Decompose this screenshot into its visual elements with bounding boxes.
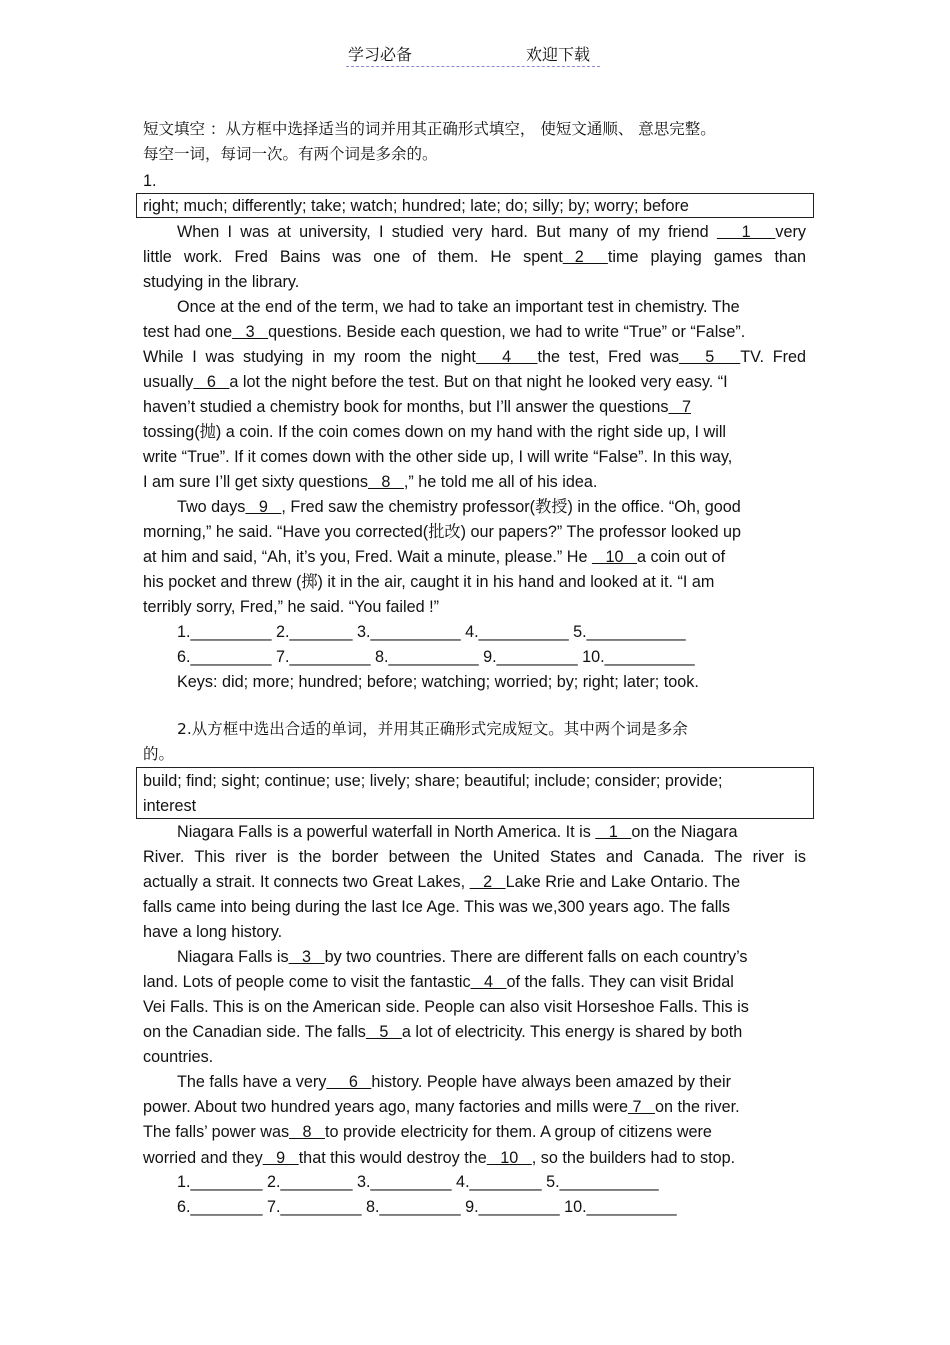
- blank: 4: [475, 348, 538, 366]
- s2-word-list-1: build; find; sight; continue; use; lively; share; beautiful; include; consider; provide;: [143, 772, 723, 790]
- s2-line: The falls have a very 6 history. People have always been amazed by their: [177, 1073, 731, 1091]
- s2-line: actually a strait. It connects two Great Lakes, 2 Lake Rrie and Lake Ontario. The: [143, 873, 741, 891]
- blank: 5: [678, 348, 741, 366]
- s1-line: I am sure I’ll get sixty questions 8 ,” he told me all of his idea.: [143, 473, 598, 491]
- s2-line: worried and they 9 that this would destroy the 10 , so the builders had to stop.: [143, 1149, 736, 1167]
- blank: 8: [289, 1123, 326, 1141]
- s1-line: write “True”. If it comes down with the other side up, I will write “False”. In this way,: [143, 448, 733, 466]
- s2-instruction-1: 2.从方框中选出合适的单词，并用其正确形式完成短文。其中两个词是多余: [177, 720, 688, 738]
- page-header: [346, 42, 600, 67]
- s1-line: usually 6 a lot the night before the test. But on that night he looked very easy. “I: [143, 373, 728, 391]
- s1-line: While I was studying in my room the night 4 the test, Fred was 5 TV. Fred: [143, 348, 806, 366]
- s2-line: Niagara Falls is a powerful waterfall in North America. It is 1 on the Niagara: [177, 823, 738, 841]
- s2-word-box: [136, 767, 814, 819]
- s1-instruction-2: 每空一词，每词一次。有两个词是多余的。: [143, 145, 438, 163]
- blank: 3: [288, 948, 325, 966]
- s1-line: terribly sorry, Fred,” he said. “You failed !”: [143, 598, 439, 616]
- s2-line: River. This river is the border between the United States and Canada. The river is: [143, 848, 806, 866]
- s1-line: When I was at university, I studied very hard. But many of my friend 1 very: [177, 223, 807, 241]
- s2-answer-row-2: 6.________ 7._________ 8._________ 9._________ 10.__________: [177, 1198, 677, 1216]
- s1-instruction-1: 短文填空 ：从方框中选择适当的词并用其正确形式填空， 使短文通顺、 意思完整。: [143, 120, 716, 138]
- s1-keys: Keys: did; more; hundred; before; watching; worried; by; right; later; took.: [177, 673, 699, 691]
- blank: 7: [627, 1098, 655, 1116]
- s2-line: countries.: [143, 1048, 214, 1066]
- s1-line: tossing(抛) a coin. If the coin comes down on my hand with the right side up, I will: [143, 423, 727, 441]
- s1-answer-row-2: 6._________ 7._________ 8.__________ 9._________ 10.__________: [177, 648, 695, 666]
- blank: 4: [470, 973, 507, 991]
- header-right: 欢迎下载: [526, 45, 591, 64]
- blank: 6: [326, 1073, 372, 1091]
- blank: 10: [486, 1149, 532, 1167]
- blank: 2: [562, 248, 608, 266]
- blank: 10: [591, 548, 637, 566]
- s2-instruction-2: 的。: [143, 745, 175, 763]
- blank: 3: [232, 323, 269, 341]
- blank: 7: [668, 398, 691, 416]
- s2-line: have a long history.: [143, 923, 283, 941]
- s1-line: studying in the library.: [143, 273, 300, 291]
- blank: 2: [469, 873, 506, 891]
- s2-line: Vei Falls. This is on the American side. People can also visit Horseshoe Falls. This is: [143, 998, 749, 1016]
- s2-line: on the Canadian side. The falls 5 a lot of electricity. This energy is shared by both: [143, 1023, 743, 1041]
- s1-line: Two days 9 , Fred saw the chemistry professor(教授) in the office. “Oh, good: [177, 498, 741, 516]
- s1-line: test had one 3 questions. Beside each question, we had to write “True” or “False”.: [143, 323, 746, 341]
- s2-line: falls came into being during the last Ice Age. This was we,300 years ago. The falls: [143, 898, 730, 916]
- blank: 5: [365, 1023, 402, 1041]
- s2-line: power. About two hundred years ago, many factories and mills were 7 on the river.: [143, 1098, 740, 1116]
- blank: 9: [262, 1149, 299, 1167]
- s1-word-box: [136, 193, 814, 218]
- s1-line: morning,” he said. “Have you corrected(批改) our papers?” The professor looked up: [143, 523, 742, 541]
- blank: 1: [716, 223, 776, 241]
- blank: 6: [193, 373, 230, 391]
- s1-number: 1.: [143, 172, 157, 190]
- s2-word-list-2: interest: [143, 797, 197, 815]
- s1-line: haven’t studied a chemistry book for months, but I’ll answer the questions 7: [143, 398, 691, 416]
- s2-line: land. Lots of people come to visit the fantastic 4 of the falls. They can visit Bridal: [143, 973, 734, 991]
- header-left: 学习必备: [348, 45, 413, 64]
- blank: 8: [367, 473, 404, 491]
- s1-line: little work. Fred Bains was one of them. He spent 2 time playing games than: [143, 248, 806, 266]
- s1-word-list: right; much; differently; take; watch; hundred; late; do; silly; by; worry; before: [143, 197, 689, 215]
- blank: 9: [245, 498, 282, 516]
- s2-answer-row-1: 1.________ 2.________ 3._________ 4.________ 5.___________: [177, 1173, 659, 1191]
- blank: 1: [595, 823, 632, 841]
- s1-line: at him and said, “Ah, it’s you, Fred. Wait a minute, please.” He 10 a coin out of: [143, 548, 726, 566]
- s1-line: his pocket and threw (掷) it in the air, caught it in his hand and looked at it. “I am: [143, 573, 715, 591]
- s2-line: The falls’ power was 8 to provide electricity for them. A group of citizens were: [143, 1123, 712, 1141]
- s1-line: Once at the end of the term, we had to take an important test in chemistry. The: [177, 298, 740, 316]
- s2-line: Niagara Falls is 3 by two countries. There are different falls on each country’s: [177, 948, 748, 966]
- s1-answer-row-1: 1._________ 2._______ 3.__________ 4.__________ 5.___________: [177, 623, 686, 641]
